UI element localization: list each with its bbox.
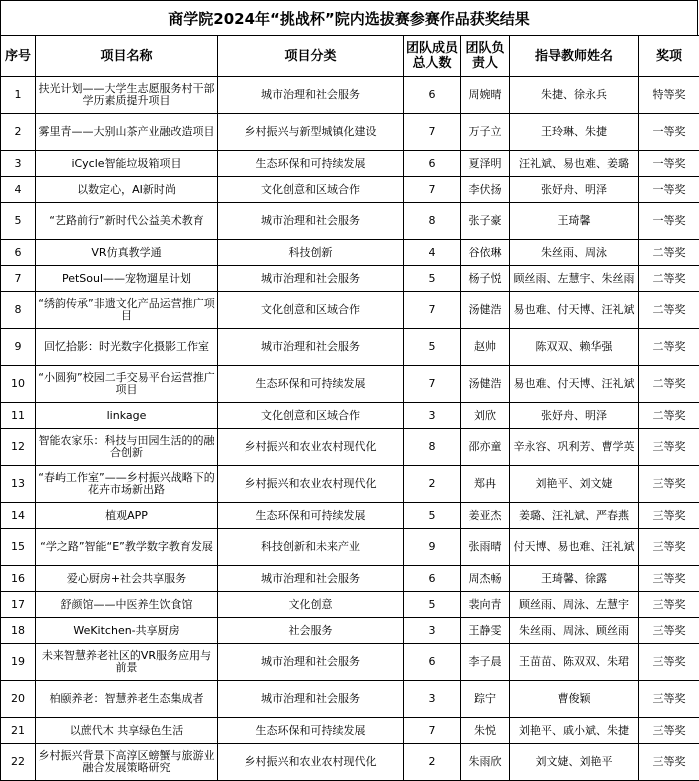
cell-advisors: 易也难、付天博、汪礼斌: [510, 292, 639, 329]
header-team-leader: 团队负责人: [461, 36, 510, 77]
cell-category: 城市治理和社会服务: [218, 266, 404, 292]
cell-team-leader: 汤健浩: [461, 366, 510, 403]
cell-award: 三等奖: [639, 529, 699, 566]
cell-category: 乡村振兴与新型城镇化建设: [218, 114, 404, 151]
table-row: [1, 203, 699, 240]
cell-award: 三等奖: [639, 566, 699, 592]
cell-project-name: 乡村振兴背景下高淳区螃蟹与旅游业融合发展策略研究: [36, 744, 218, 781]
cell-advisors: 王玲琳、朱捷: [510, 114, 639, 151]
cell-advisors: 顾丝雨、周泳、左慧宇: [510, 592, 639, 618]
cell-team-size: 5: [404, 266, 461, 292]
table-row: [1, 366, 699, 403]
table-row: [1, 403, 699, 429]
cell-award: 三等奖: [639, 503, 699, 529]
cell-category: 生态环保和可持续发展: [218, 366, 404, 403]
cell-advisors: 朱丝雨、周泳: [510, 240, 639, 266]
cell-team-size: 3: [404, 403, 461, 429]
cell-award: 二等奖: [639, 366, 699, 403]
cell-team-leader: 王静雯: [461, 618, 510, 644]
header-row: [1, 36, 699, 77]
cell-team-leader: 姜亚杰: [461, 503, 510, 529]
cell-advisors: 汪礼斌、易也难、姜璐: [510, 151, 639, 177]
cell-team-leader: 李伏扬: [461, 177, 510, 203]
cell-advisors: 王琦馨、徐露: [510, 566, 639, 592]
table-row: [1, 292, 699, 329]
cell-index: 18: [1, 618, 36, 644]
table-row: [1, 718, 699, 744]
cell-category: 城市治理和社会服务: [218, 681, 404, 718]
cell-index: 8: [1, 292, 36, 329]
cell-team-leader: 汤健浩: [461, 292, 510, 329]
cell-index: 17: [1, 592, 36, 618]
table-row: [1, 503, 699, 529]
cell-category: 生态环保和可持续发展: [218, 503, 404, 529]
cell-index: 2: [1, 114, 36, 151]
cell-project-name: 扶光计划——大学生志愿服务村干部学历素质提升项目: [36, 77, 218, 114]
cell-team-size: 6: [404, 566, 461, 592]
cell-award: 三等奖: [639, 718, 699, 744]
cell-project-name: 智能农家乐：科技与田园生活的的融合创新: [36, 429, 218, 466]
cell-advisors: 刘艳平、刘文婕: [510, 466, 639, 503]
table-row: [1, 744, 699, 781]
cell-advisors: 刘艳平、戚小斌、朱捷: [510, 718, 639, 744]
cell-team-size: 2: [404, 744, 461, 781]
cell-team-leader: 郑冉: [461, 466, 510, 503]
cell-team-size: 5: [404, 503, 461, 529]
table-row: [1, 566, 699, 592]
cell-index: 3: [1, 151, 36, 177]
cell-award: 三等奖: [639, 744, 699, 781]
cell-award: 二等奖: [639, 240, 699, 266]
cell-index: 14: [1, 503, 36, 529]
cell-project-name: 回忆拾影：时光数字化摄影工作室: [36, 329, 218, 366]
cell-team-leader: 朱雨欣: [461, 744, 510, 781]
cell-team-leader: 谷依琳: [461, 240, 510, 266]
cell-advisors: 王苗苗、陈双双、朱珺: [510, 644, 639, 681]
cell-award: 三等奖: [639, 644, 699, 681]
cell-award: 特等奖: [639, 77, 699, 114]
table-row: [1, 592, 699, 618]
cell-team-size: 6: [404, 151, 461, 177]
cell-award: 二等奖: [639, 329, 699, 366]
cell-project-name: 舒颜馆——中医养生饮食馆: [36, 592, 218, 618]
cell-team-size: 9: [404, 529, 461, 566]
cell-award: 三等奖: [639, 429, 699, 466]
cell-advisors: 曹俊颖: [510, 681, 639, 718]
cell-team-leader: 张雨晴: [461, 529, 510, 566]
cell-category: 文化创意和区域合作: [218, 403, 404, 429]
cell-award: 三等奖: [639, 466, 699, 503]
cell-index: 16: [1, 566, 36, 592]
cell-team-size: 5: [404, 592, 461, 618]
cell-team-leader: 裴向青: [461, 592, 510, 618]
cell-index: 5: [1, 203, 36, 240]
table-row: [1, 266, 699, 292]
results-body: [1, 77, 699, 781]
cell-team-size: 8: [404, 203, 461, 240]
cell-team-leader: 周婉晴: [461, 77, 510, 114]
cell-project-name: 爱心厨房+社会共享服务: [36, 566, 218, 592]
cell-team-leader: 杨子悦: [461, 266, 510, 292]
cell-advisors: 易也难、付天博、汪礼斌: [510, 366, 639, 403]
header-award: 奖项: [639, 36, 699, 77]
cell-index: 22: [1, 744, 36, 781]
cell-index: 1: [1, 77, 36, 114]
results-table: [0, 35, 699, 781]
cell-project-name: VR仿真教学通: [36, 240, 218, 266]
cell-project-name: iCycle智能垃圾箱项目: [36, 151, 218, 177]
cell-index: 13: [1, 466, 36, 503]
cell-award: 一等奖: [639, 114, 699, 151]
cell-index: 7: [1, 266, 36, 292]
cell-team-size: 6: [404, 644, 461, 681]
cell-project-name: “小圆狗”校园二手交易平台运营推广项目: [36, 366, 218, 403]
cell-category: 文化创意: [218, 592, 404, 618]
cell-category: 乡村振兴和农业农村现代化: [218, 466, 404, 503]
cell-project-name: 植观APP: [36, 503, 218, 529]
cell-index: 10: [1, 366, 36, 403]
cell-project-name: PetSoul——宠物遛星计划: [36, 266, 218, 292]
cell-project-name: “春屿工作室”——乡村振兴战略下的花卉市场新出路: [36, 466, 218, 503]
cell-index: 20: [1, 681, 36, 718]
cell-team-size: 5: [404, 329, 461, 366]
cell-category: 社会服务: [218, 618, 404, 644]
cell-team-size: 3: [404, 618, 461, 644]
cell-advisors: 王琦馨: [510, 203, 639, 240]
cell-project-name: linkage: [36, 403, 218, 429]
cell-category: 城市治理和社会服务: [218, 329, 404, 366]
cell-advisors: 姜璐、汪礼斌、严春燕: [510, 503, 639, 529]
cell-team-leader: 张子豪: [461, 203, 510, 240]
cell-team-leader: 邵亦童: [461, 429, 510, 466]
cell-team-size: 7: [404, 292, 461, 329]
cell-project-name: 未来智慧养老社区的VR服务应用与前景: [36, 644, 218, 681]
header-advisors: 指导教师姓名: [510, 36, 639, 77]
cell-award: 一等奖: [639, 177, 699, 203]
cell-index: 15: [1, 529, 36, 566]
cell-advisors: 顾丝雨、左慧宇、朱丝雨: [510, 266, 639, 292]
table-row: [1, 151, 699, 177]
cell-team-leader: 周杰畅: [461, 566, 510, 592]
cell-category: 生态环保和可持续发展: [218, 151, 404, 177]
cell-index: 4: [1, 177, 36, 203]
cell-advisors: 朱丝雨、周泳、顾丝雨: [510, 618, 639, 644]
table-row: [1, 681, 699, 718]
cell-project-name: WeKitchen-共享厨房: [36, 618, 218, 644]
cell-team-size: 7: [404, 114, 461, 151]
cell-project-name: 以数定心，AI新时尚: [36, 177, 218, 203]
cell-advisors: 朱捷、徐永兵: [510, 77, 639, 114]
cell-advisors: 刘文婕、刘艳平: [510, 744, 639, 781]
cell-category: 城市治理和社会服务: [218, 644, 404, 681]
table-row: [1, 529, 699, 566]
cell-index: 11: [1, 403, 36, 429]
cell-team-size: 4: [404, 240, 461, 266]
cell-category: 城市治理和社会服务: [218, 77, 404, 114]
cell-team-leader: 朱悦: [461, 718, 510, 744]
cell-award: 二等奖: [639, 292, 699, 329]
cell-team-size: 2: [404, 466, 461, 503]
cell-advisors: 辛永容、巩利芳、曹学英: [510, 429, 639, 466]
sheet-title: 商学院2024年“挑战杯”院内选拔赛参赛作品获奖结果: [0, 0, 698, 36]
cell-team-size: 3: [404, 681, 461, 718]
cell-award: 一等奖: [639, 151, 699, 177]
cell-team-leader: 踪宁: [461, 681, 510, 718]
header-project-name: 项目名称: [36, 36, 218, 77]
cell-index: 9: [1, 329, 36, 366]
table-row: [1, 77, 699, 114]
table-row: [1, 329, 699, 366]
table-row: [1, 429, 699, 466]
cell-category: 科技创新: [218, 240, 404, 266]
table-row: [1, 466, 699, 503]
table-row: [1, 177, 699, 203]
cell-advisors: 陈双双、赖华强: [510, 329, 639, 366]
header-team-size: 团队成员总人数: [404, 36, 461, 77]
cell-advisors: 张妤舟、明泽: [510, 403, 639, 429]
cell-category: 城市治理和社会服务: [218, 203, 404, 240]
cell-team-leader: 夏泽明: [461, 151, 510, 177]
cell-team-leader: 刘欣: [461, 403, 510, 429]
cell-project-name: 雾里青——大别山茶产业融改造项目: [36, 114, 218, 151]
cell-award: 三等奖: [639, 681, 699, 718]
table-row: [1, 644, 699, 681]
cell-advisors: 张妤舟、明泽: [510, 177, 639, 203]
cell-category: 生态环保和可持续发展: [218, 718, 404, 744]
cell-award: 一等奖: [639, 203, 699, 240]
cell-team-size: 7: [404, 177, 461, 203]
cell-index: 19: [1, 644, 36, 681]
cell-index: 12: [1, 429, 36, 466]
cell-category: 文化创意和区域合作: [218, 292, 404, 329]
cell-project-name: “艺路前行”新时代公益美术教育: [36, 203, 218, 240]
cell-category: 乡村振兴和农业农村现代化: [218, 429, 404, 466]
cell-team-leader: 李子晨: [461, 644, 510, 681]
cell-category: 乡村振兴和农业农村现代化: [218, 744, 404, 781]
cell-project-name: “学之路”智能“E”教学数字教育发展: [36, 529, 218, 566]
cell-award: 二等奖: [639, 266, 699, 292]
cell-award: 三等奖: [639, 618, 699, 644]
table-row: [1, 618, 699, 644]
cell-index: 6: [1, 240, 36, 266]
cell-award: 二等奖: [639, 403, 699, 429]
table-row: [1, 240, 699, 266]
cell-team-leader: 赵帅: [461, 329, 510, 366]
cell-advisors: 付天博、易也难、汪礼斌: [510, 529, 639, 566]
cell-team-size: 6: [404, 77, 461, 114]
table-row: [1, 114, 699, 151]
cell-index: 21: [1, 718, 36, 744]
cell-category: 文化创意和区域合作: [218, 177, 404, 203]
cell-award: 三等奖: [639, 592, 699, 618]
cell-team-leader: 万子立: [461, 114, 510, 151]
cell-category: 科技创新和未来产业: [218, 529, 404, 566]
cell-project-name: 柏颐养老：智慧养老生态集成者: [36, 681, 218, 718]
cell-project-name: 以蔗代木 共享绿色生活: [36, 718, 218, 744]
cell-project-name: “绣韵传承”非遗文化产品运营推广项目: [36, 292, 218, 329]
cell-category: 城市治理和社会服务: [218, 566, 404, 592]
cell-team-size: 8: [404, 429, 461, 466]
cell-team-size: 7: [404, 366, 461, 403]
header-category: 项目分类: [218, 36, 404, 77]
cell-team-size: 7: [404, 718, 461, 744]
header-index: 序号: [1, 36, 36, 77]
